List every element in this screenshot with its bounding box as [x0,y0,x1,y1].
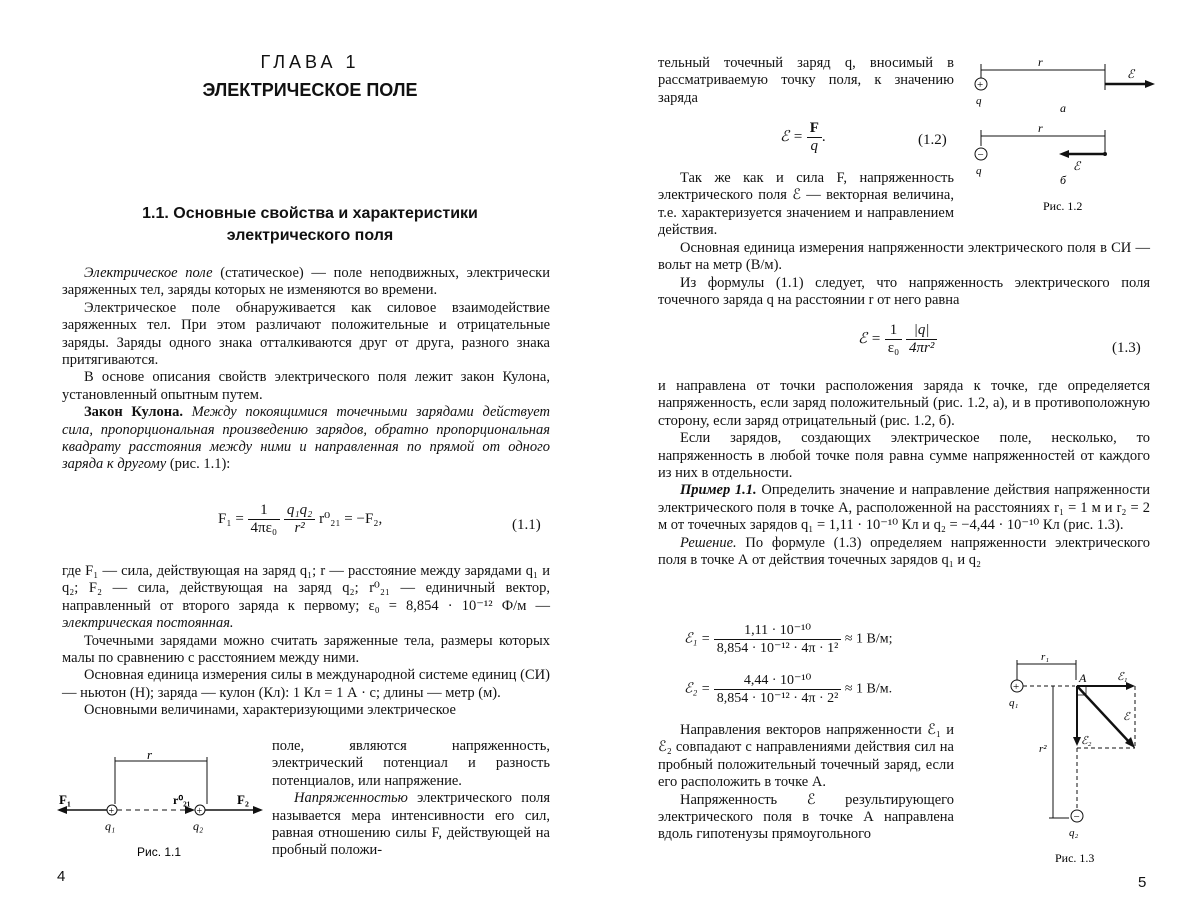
arrowhead [1059,150,1069,158]
minus-sign: − [1073,811,1080,823]
q-label: q [976,95,982,107]
paragraph: и направлена от точки расположения заряда к точке, где определяется напряженность, если заряд положительный (рис. 1.2, а), и в противоположную сторону, если заряд отрицательный (рис. 1.2, б). [658,378,1150,429]
label-b: б [1060,173,1067,187]
r-label: r [147,748,153,762]
paragraph [658,482,1150,534]
fraction [714,672,842,707]
equation-number: (1.2) [918,132,947,148]
section-title [80,203,540,247]
paragraph: Основными величинами, характеризующими электрическое [84,702,456,719]
paragraph [62,563,550,633]
body-text [62,563,550,720]
denominator: 8,854 · 10⁻¹² · 4π · 2² [716,691,839,706]
denominator: r² [294,520,305,536]
arrowhead [1126,682,1135,690]
paragraph: Электрическое поле обнаруживается как силовое взаимодействие заряженных тел. При этом различают положительные и отрицательные заряды. Заряды одного знака отталкиваются друг от друга, разного знака притягиваются. [62,299,550,369]
numerator: 1 [248,502,281,520]
denominator: 4πε₀ [250,520,278,536]
eq-lhs: F₁ = [218,510,244,527]
q1-label: q₁ [1009,697,1019,709]
equation-e2 [684,672,892,707]
paragraph: Если зарядов, создающих электрическое поле, несколько, то напряженность в любой точке поля равна сумме напряженностей от каждого из них в отдельности. [658,430,1150,482]
denominator: 8,854 · 10⁻¹² · 4π · 1² [716,641,839,656]
page-number: 5 [1138,874,1147,891]
numerator: q₁q₂ [284,502,315,520]
paragraph: Направления векторов напряженности ℰ₁ и ℰ₂ совпадают с направлениями действия сил на пробный положительный точечный заряд, если его расположить в точке А. [658,722,954,791]
paragraph-text: Определить значение и направление действия напряженности электрического поля в точке А, расположенной на расстояниях r₁ = 1 м и r₂ = 2 м от точечных зарядов q₁ = 1,11 · 10⁻¹⁰ Кл и q₂ = −4,44 · 10⁻¹⁰ Кл (рис. 1.3). [658,482,1151,534]
paragraph-text: По формуле (1.3) определяем напряженности электрического поля в точке А от действия точечных зарядов q₁ и q₂ [658,534,1150,569]
plus-sign: + [1013,681,1020,693]
e-label: ℰ [1123,711,1130,723]
r2-label: r² [1039,743,1047,755]
denominator: q [810,138,819,154]
fraction [885,322,903,357]
e1-label: ℰ₁ [1117,671,1128,683]
numerator: |q| [906,322,937,340]
fraction [714,622,842,657]
denominator: 4πr² [909,340,935,356]
denominator: ε₀ [887,340,900,356]
numerator: F [807,120,822,138]
r21-label: r⁰₂₁ [173,793,191,807]
q2-label: q₂ [193,819,204,833]
figure-caption: Рис. 1.1 [137,845,182,859]
f2-label: F₂ [237,792,249,807]
point [1103,152,1107,156]
eq-dot: . [821,128,826,145]
eq-lhs: ℰ = [780,128,803,145]
vector-text [658,170,954,240]
figure-1-2 [965,50,1165,220]
body-text-2 [658,378,1150,569]
q2-label: q₂ [1069,827,1079,839]
law-ref: (рис. 1.1): [166,456,231,473]
top-text [658,55,954,107]
q-label: q [976,165,982,177]
arrowhead [1073,737,1081,746]
fraction [248,502,281,537]
paragraph-text: (статическое) — поле неподвижных, электрически заряженных тел, заряды которых не изменяются во времени. [62,265,550,299]
eq-lhs: ℰ = [858,330,881,347]
fraction [284,502,315,537]
r-label: r [1038,55,1043,69]
arrowhead [1145,80,1155,88]
wrap-text [658,722,954,844]
fraction [807,120,822,155]
plus-sign: + [977,79,984,91]
figure-caption: Рис. 1.3 [1055,851,1095,865]
paragraph: Основная единица измерения напряженности электрического поля в СИ — вольт на метр (В/м). [658,240,1150,274]
paragraph [62,404,550,474]
numerator: 1,11 · 10⁻¹⁰ [714,622,842,640]
figure-1-3 [995,648,1165,873]
page-number: 4 [57,868,66,885]
r-label: r [1038,121,1043,135]
paragraph: Из формулы (1.1) следует, что напряженность электрического поля точечного заряда q на расстоянии r от него равна [658,274,1150,309]
f1-label: F₁ [59,792,71,807]
example-lead: Пример 1.1. [680,482,757,499]
term: Напряженностью [294,790,408,807]
e2-label: ℰ₂ [1081,735,1092,747]
arrowhead [185,806,195,814]
point-a-label: A [1079,671,1087,685]
equation-number: (1.3) [1112,340,1141,356]
term: Электрическое поле [84,265,213,281]
paragraph: Напряженность ℰ результирующего электрического поля в точке А направлена вдоль гипотенузы прямоугольного [658,791,954,843]
equation-number: (1.1) [512,517,541,533]
paragraph: тельный точечный заряд q, вносимый в рассматриваемую точку поля, к значению заряда [658,55,954,106]
body-text [658,240,1150,310]
paragraph: Так же как и сила F, напряженность электрического поля ℰ — векторная величина, т.е. характеризуется значением и направлением действия. [658,170,954,239]
paragraph: В основе описания свойств электрического поля лежит закон Кулона, установленный опытным путем. [62,369,550,403]
figure-caption: Рис. 1.2 [1043,199,1083,213]
chapter-label: ГЛАВА 1 [260,52,360,72]
paragraph [62,265,550,300]
paragraph: Основная единица измерения силы в международной системе единиц (СИ) — ньютон (Н); заряда — кулон (Кл): 1 Кл = 1 А · с; длины — метр (м). [62,667,550,701]
wrap-text [272,738,550,860]
paragraph-text: электрического поля называется мера интенсивности его сил, равная отношению силы F, действующей на пробный положи- [272,790,550,859]
eq-lhs: ℰ₁ = [684,631,711,647]
e-label: ℰ [1127,67,1135,81]
term: электрическая постоянная. [62,615,234,632]
equation-1-3 [858,322,937,357]
figure-1-1 [55,748,270,863]
arrowhead [57,806,67,814]
chapter-title: ЭЛЕКТРИЧЕСКОЕ ПОЛЕ [202,80,418,100]
plus-sign: + [108,806,115,817]
law-text: Между покоящимися точечными зарядами действует сила, пропорциональная произведению зарядов, обратно пропорциональная квадрату расстояния между ними и направленная по прямой от одного заряда к другому [62,404,551,473]
section-title-line-1: 1.1. Основные свойства и характеристики [142,205,478,222]
intro-text [62,265,550,474]
equation-1-1 [218,502,382,537]
plus-sign: + [196,806,203,817]
section-title-line-2: электрического поля [226,227,394,244]
paragraph [658,535,1150,570]
paragraph: поле, являются напряженность, электрический потенциал и разность потенциалов, или напряжение. [272,738,550,789]
paragraph-text: где F₁ — сила, действующая на заряд q₁; r — расстояние между зарядами q₁ и q₂; F₂ — сила, действующая на заряд q₂; r⁰₂₁ — единичный вектор, направленный от второго заряда к первому; ε₀ = 8,854 · 10⁻¹² Ф/м — [62,563,550,614]
eq-rhs: ≈ 1 В/м. [844,681,893,697]
equation-e1 [684,622,893,657]
equation-1-2 [780,120,826,155]
eq-rhs: r⁰₂₁ = −F₂, [319,510,383,527]
paragraph: Точечными зарядами можно считать заряженные тела, размеры которых малы по сравнению с расстоянием между ними. [62,632,550,667]
q1-label: q₁ [105,819,116,833]
label-a: а [1060,101,1066,115]
eq-lhs: ℰ₂ = [684,681,711,697]
eq-rhs: ≈ 1 В/м; [844,631,893,647]
right-page [600,0,1200,917]
e-label: ℰ [1073,159,1081,173]
fraction [906,322,937,357]
minus-sign: − [977,149,984,161]
paragraph [272,790,550,860]
solution-lead: Решение. [680,534,737,551]
arrowhead [253,806,263,814]
numerator: 4,44 · 10⁻¹⁰ [714,672,842,690]
law-lead: Закон Кулона. [84,404,183,421]
numerator: 1 [885,322,903,340]
r1-label: r₁ [1041,651,1050,663]
